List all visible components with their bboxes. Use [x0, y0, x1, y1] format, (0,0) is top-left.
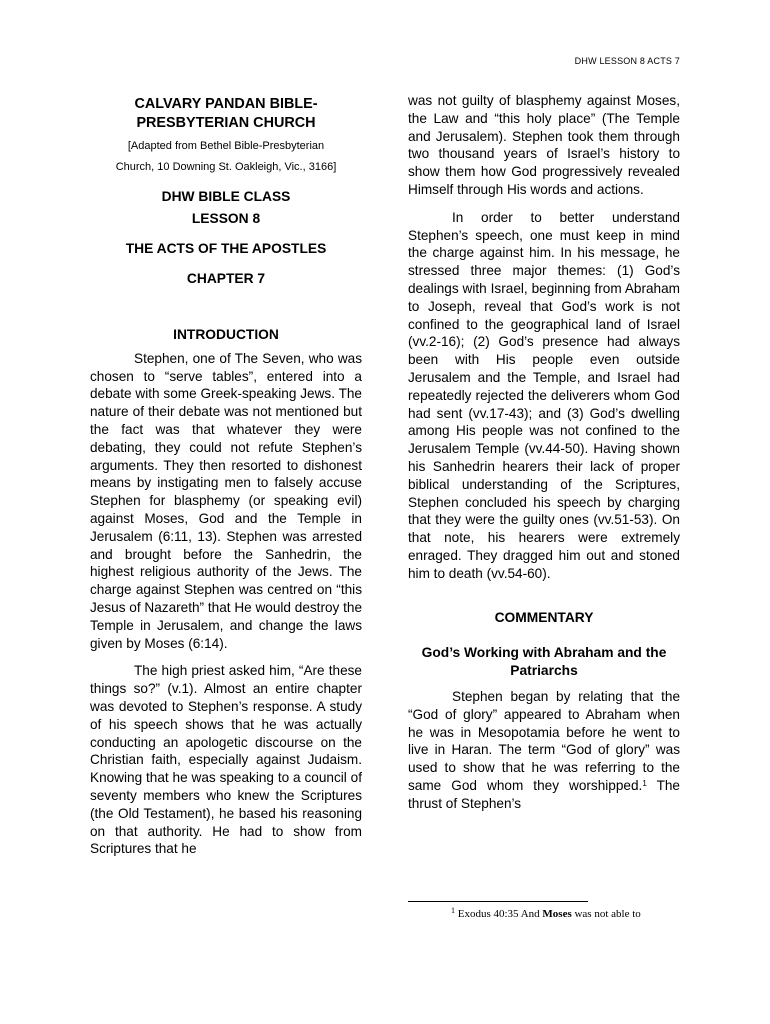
footnote-divider — [408, 901, 588, 902]
running-header: DHW LESSON 8 ACTS 7 — [574, 56, 680, 66]
footnote-mark: 1 — [451, 906, 455, 915]
church-name-line1: CALVARY PANDAN BIBLE- — [134, 96, 318, 112]
church-name — [90, 95, 362, 133]
paragraph-3-text: Stephen began by relating that the “God of glory” appeared to Abraham when he was in Mesopotamia before he went to live in Haran. The term “God of glory” was used to show that he was referring to the same God whom they worshipped. — [408, 688, 680, 793]
introduction-heading: INTRODUCTION — [173, 327, 279, 342]
footnote — [451, 908, 641, 920]
intro-paragraph-1: Stephen, one of The Seven, who was chosen to “serve tables”, entered into a debate with some Greek-speaking Jews. The nature of their debate was not mentioned but the fact was that whatever they were debating, they could not refute Stephen’s arguments. They then resorted to dishonest means by instigating men to falsely accuse Stephen for blasphemy (or speaking evil) against Moses, God and the Temple in Jerusalem (6:11, 13). Stephen was arrested and brought before the Sanhedrin, the highest religious authority of the Jews. The charge against Stephen was centred on “this Jesus of Nazareth” that He would destroy the Temple in Jerusalem, and change the laws given by Moses (6:14). — [90, 350, 363, 651]
right-paragraph-1: was not guilty of blasphemy against Moses, the Law and “this holy place” (The Temple and Jerusalem). Stephen took them through two thousand years of Israel’s history to show them how God progressively revealed Himself through His words and actions. — [408, 93, 680, 197]
paragraph-3-continuation: The thrust of Stephen’s — [408, 777, 680, 811]
book-title: THE ACTS OF THE APOSTLES — [125, 241, 327, 256]
commentary-heading: COMMENTARY — [494, 609, 594, 625]
class-title: DHW BIBLE CLASS — [161, 189, 291, 204]
lesson-number: LESSON 8 — [191, 211, 261, 226]
right-column — [408, 92, 680, 812]
adapted-note — [90, 136, 362, 178]
footnote-reference[interactable]: 1 — [642, 778, 647, 788]
footnote-text-before: Exodus 40:35 And — [455, 908, 543, 920]
church-name-line2: PRESBYTERIAN CHURCH — [136, 115, 316, 131]
left-column — [90, 92, 362, 858]
footnote-bold-word: Moses — [542, 908, 572, 920]
right-paragraph-3 — [408, 688, 680, 813]
patriarchs-subheading: God’s Working with Abraham and the Patriarchs — [421, 645, 667, 679]
right-paragraph-2: In order to better understand Stephen’s speech, one must keep in mind the charge against him. In his message, he stressed three major themes: (1) God’s dealings with Israel, beginning from Abraham to Joseph, reveal that God’s work is not confined to the geographical land of Israel (vv.2-16); (2) God’s presence had always been with His people even outside Jerusalem and the Temple, and Israel had repeatedly rejected the deliverers whom God had sent (vv.17-43); and (3) God’s dwelling among His people was not confined to the Jerusalem Temple (vv.44-50). Having shown his Sanhedrin hearers their lack of proper biblical understanding of the Scriptures, Stephen concluded his speech by charging that they were the guilty ones (vv.51-53). On that note, his hearers were extremely enraged. They dragged him out and stoned him to death (vv.54-60). — [408, 209, 680, 581]
footnote-text-after: was not able to — [571, 908, 641, 920]
adapted-line2: Church, 10 Downing St. Oakleigh, Vic., 3166] — [115, 161, 337, 173]
chapter-title: CHAPTER 7 — [186, 271, 266, 286]
adapted-line1: [Adapted from Bethel Bible-Presbyterian — [127, 140, 325, 152]
intro-paragraph-2: The high priest asked him, “Are these things so?” (v.1). Almost an entire chapter was devoted to Stephen’s response. A study of his speech shows that he was actually conducting an apologetic discourse on the Christian faith, especially against Judaism. Knowing that he was speaking to a council of seventy members who knew the Scriptures (the Old Testament), he based his reasoning on that authority. He had to show from Scriptures that he — [90, 663, 362, 857]
